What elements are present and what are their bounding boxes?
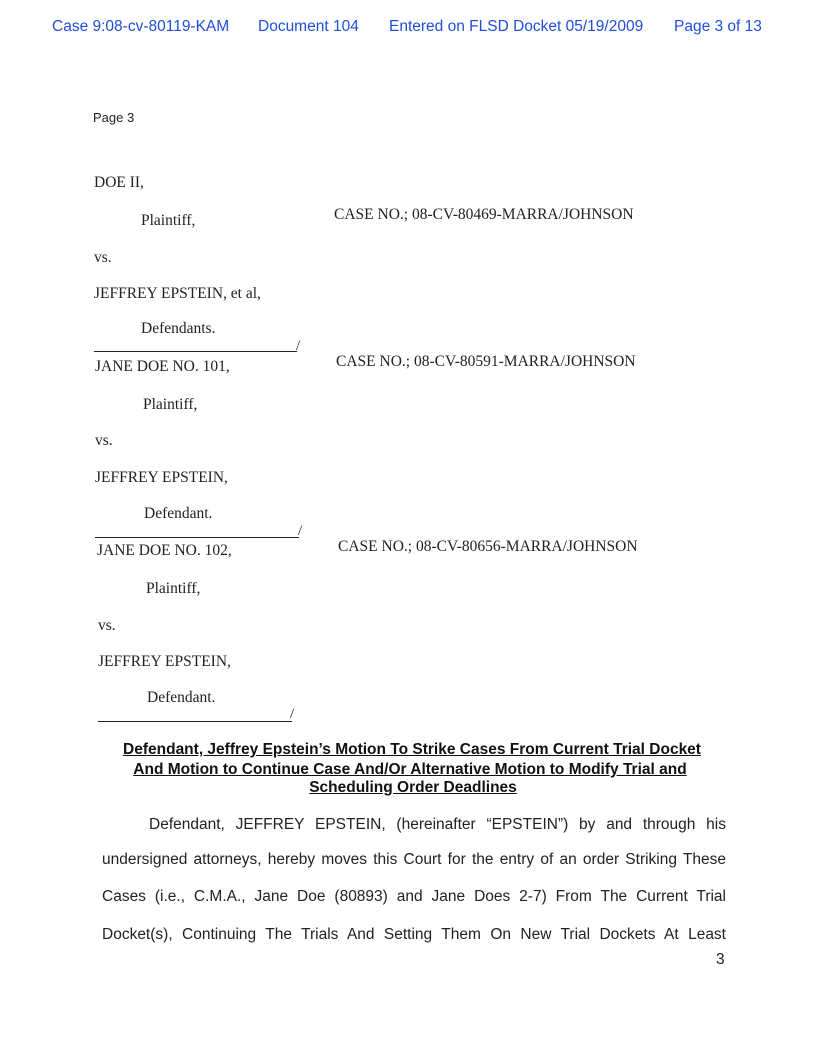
- header-case-number: Case 9:08-cv-80119-KAM: [52, 18, 230, 35]
- header-document-number: Document 104: [258, 18, 359, 35]
- motion-title-line-2: And Motion to Continue Case And/Or Alternative Motion to Modify Trial and: [133, 761, 687, 778]
- caption-defendant-role: Defendants.: [141, 320, 216, 337]
- caption-party: JANE DOE NO. 101,: [95, 358, 230, 375]
- caption-vs: vs.: [94, 249, 112, 266]
- body-line-2: undersigned attorneys, hereby moves this Court for the entry of an order Striking These: [102, 851, 726, 868]
- caption-case-number: CASE NO.; 08-CV-80656-MARRA/JOHNSON: [338, 538, 638, 555]
- caption-party-role: Plaintiff,: [141, 212, 196, 229]
- caption-rule: [98, 721, 292, 722]
- caption-defendant: JEFFREY EPSTEIN,: [98, 653, 231, 670]
- caption-rule: [95, 537, 299, 538]
- caption-party: JANE DOE NO. 102,: [97, 542, 232, 559]
- caption-defendant-role: Defendant.: [144, 505, 213, 522]
- caption-rule-slash: /: [296, 338, 301, 354]
- header-entered-date: Entered on FLSD Docket 05/19/2009: [389, 18, 644, 35]
- caption-case-number: CASE NO.; 08-CV-80469-MARRA/JOHNSON: [334, 206, 634, 223]
- caption-party-role: Plaintiff,: [146, 580, 201, 597]
- caption-rule-slash: /: [298, 523, 303, 539]
- motion-title-line-1: Defendant, Jeffrey Epstein’s Motion To Strike Cases From Current Trial Docket: [123, 741, 701, 758]
- caption-party-role: Plaintiff,: [143, 396, 198, 413]
- caption-rule: [94, 351, 297, 352]
- body-line-3: Cases (i.e., C.M.A., Jane Doe (80893) and Jane Does 2-7) From The Current Trial: [102, 888, 726, 905]
- caption-defendant: JEFFREY EPSTEIN, et al,: [94, 285, 261, 302]
- caption-vs: vs.: [98, 617, 116, 634]
- caption-party: DOE II,: [94, 174, 144, 191]
- header-page-count: Page 3 of 13: [674, 18, 762, 35]
- page-label: Page 3: [93, 110, 135, 125]
- caption-defendant-role: Defendant.: [147, 689, 216, 706]
- caption-rule-slash: /: [290, 706, 295, 722]
- caption-defendant: JEFFREY EPSTEIN,: [95, 469, 228, 486]
- page-number: 3: [716, 951, 725, 968]
- caption-vs: vs.: [95, 432, 113, 449]
- body-line-4: Docket(s), Continuing The Trials And Setting Them On New Trial Dockets At Least: [102, 926, 726, 943]
- motion-title-line-3: Scheduling Order Deadlines: [309, 779, 517, 796]
- body-line-1: Defendant, JEFFREY EPSTEIN, (hereinafter “EPSTEIN”) by and through his: [149, 816, 726, 833]
- caption-case-number: CASE NO.; 08-CV-80591-MARRA/JOHNSON: [336, 353, 636, 370]
